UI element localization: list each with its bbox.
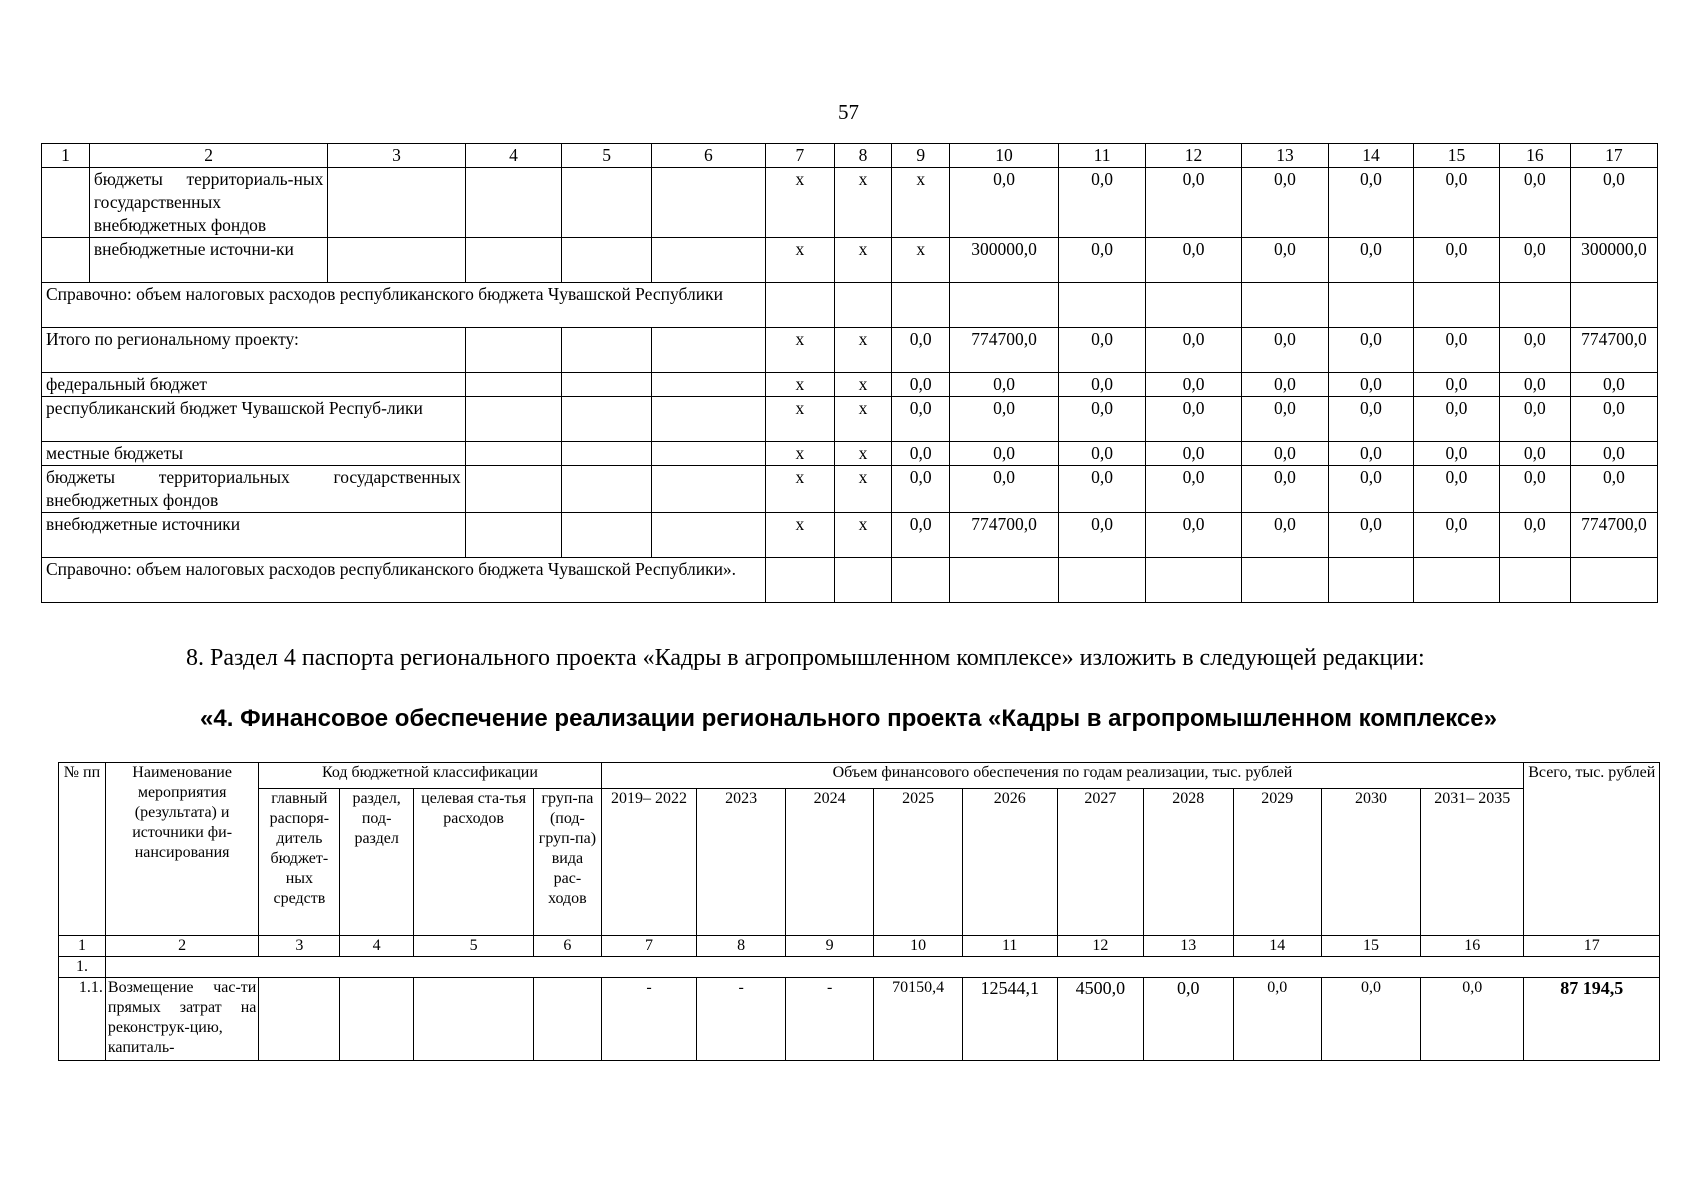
cell-value: х [834,466,892,513]
cell-value: 0,0 [950,397,1059,442]
cell-value: 0,0 [1499,442,1570,466]
cell-value: х [834,397,892,442]
column-number: 2 [89,144,327,168]
header-code-target: целевая ста-тья расходов [413,788,533,935]
cell-value: 0,0 [950,442,1059,466]
table-row [42,466,1658,513]
table-row [59,957,1660,978]
column-number: 17 [1524,936,1660,957]
cell-value: 12544,1 [962,978,1057,1061]
cell-value: х [834,373,892,397]
column-number: 10 [950,144,1059,168]
table-row [42,397,1658,442]
cell-value: 0,0 [1241,397,1328,442]
cell-value: - [697,978,785,1061]
cell-value: 0,0 [1421,978,1524,1061]
cell-value: 0,0 [1058,328,1145,373]
cell-value: 0,0 [1241,328,1328,373]
cell-value: х [766,168,835,238]
cell-value: 0,0 [1570,168,1657,238]
cell-value: 4500,0 [1057,978,1143,1061]
cell-value: 0,0 [1241,373,1328,397]
cell-value: 0,0 [1413,466,1499,513]
table-row [59,978,1660,1061]
column-number: 2 [105,936,258,957]
cell-value: х [766,513,835,558]
cell-value: х [766,442,835,466]
column-number: 13 [1241,144,1328,168]
cell-total: 87 194,5 [1524,978,1660,1061]
table-row [42,283,1658,328]
header-code-section: раздел, под-раздел [340,788,414,935]
column-number: 4 [465,144,562,168]
cell-value: 0,0 [1329,373,1414,397]
column-number: 6 [534,936,601,957]
table-row [42,442,1658,466]
cell-value: 0,0 [1058,466,1145,513]
cell-value: 0,0 [1058,168,1145,238]
row-number: 1.1. [59,978,106,1061]
column-number: 6 [651,144,765,168]
continuation-table [41,143,1658,603]
column-number: 11 [962,936,1057,957]
cell-value: х [766,397,835,442]
header-year: 2029 [1233,788,1321,935]
cell-value: х [834,168,892,238]
column-number: 8 [697,936,785,957]
cell-value: 0,0 [1570,397,1657,442]
row-label: бюджеты территориаль-ных государственных внебюджетных фондов [89,168,327,238]
column-number: 12 [1146,144,1242,168]
cell-value: 0,0 [1241,168,1328,238]
cell-value: 0,0 [1241,466,1328,513]
cell-value: 0,0 [1413,238,1499,283]
cell-value: 0,0 [1413,397,1499,442]
header-code: Код бюджетной классификации [259,763,601,789]
cell-value: 0,0 [1499,238,1570,283]
table-row [42,238,1658,283]
cell-value: 0,0 [1499,328,1570,373]
cell-value: 0,0 [1146,238,1242,283]
row-label: местные бюджеты [42,442,466,466]
header-year: 2024 [785,788,873,935]
column-number: 15 [1321,936,1420,957]
cell-value: 70150,4 [874,978,962,1061]
cell-value: 0,0 [1058,373,1145,397]
column-number: 5 [562,144,651,168]
cell-value: 0,0 [1499,466,1570,513]
cell-value: 300000,0 [1570,238,1657,283]
column-number: 5 [413,936,533,957]
cell-value: 0,0 [1146,328,1242,373]
header-year: 2026 [962,788,1057,935]
cell-value: 0,0 [1329,466,1414,513]
row-label: бюджеты территориальных государственных внебюджетных фондов [42,466,466,513]
cell-value: 0,0 [1499,513,1570,558]
cell-value: 0,0 [1143,978,1233,1061]
amendment-paragraph: 8. Раздел 4 паспорта регионального проекта «Кадры в агропромышленном комплексе» изложить в следующей редакции: [186,645,1425,671]
cell-value: 0,0 [1058,238,1145,283]
cell-value: х [766,466,835,513]
column-number: 1 [59,936,106,957]
row-label: внебюджетные источни-ки [89,238,327,283]
cell-value: 0,0 [1413,168,1499,238]
column-number: 12 [1057,936,1143,957]
cell-value: х [892,168,950,238]
table-row [42,558,1658,603]
cell-value: 300000,0 [950,238,1059,283]
header-year: 2025 [874,788,962,935]
cell-value: 0,0 [1329,397,1414,442]
cell-value: 0,0 [1058,442,1145,466]
cell-value: 0,0 [1570,466,1657,513]
cell-value: 0,0 [950,373,1059,397]
header-year: 2030 [1321,788,1420,935]
cell-value: 0,0 [1570,442,1657,466]
cell-value: 0,0 [1146,442,1242,466]
column-number: 15 [1413,144,1499,168]
column-number: 13 [1143,936,1233,957]
row-label: Справочно: объем налоговых расходов республиканского бюджета Чувашской Республики [42,283,766,328]
cell-value: х [892,238,950,283]
cell-value: - [785,978,873,1061]
header-row-1 [59,763,1660,789]
cell-value: 0,0 [1329,442,1414,466]
row-number: 1. [59,957,106,978]
cell-value: 0,0 [1413,328,1499,373]
header-volume: Объем финансового обеспечения по годам реализации, тыс. рублей [601,763,1524,789]
header-code-group: груп-па (под-груп-па) вида рас-ходов [534,788,601,935]
header-name: Наименование мероприятия (результата) и источники фи-нансирования [105,763,258,936]
column-numbers-row [42,144,1658,168]
cell-value: х [834,442,892,466]
cell-value: 774700,0 [1570,328,1657,373]
column-number: 10 [874,936,962,957]
cell-value: 0,0 [950,168,1059,238]
cell-value: 0,0 [1570,373,1657,397]
cell-value: 0,0 [1413,513,1499,558]
column-number: 7 [766,144,835,168]
cell-value: 0,0 [1146,168,1242,238]
cell-value: 0,0 [1241,238,1328,283]
cell-value: 0,0 [1058,513,1145,558]
cell-value: 0,0 [1146,397,1242,442]
cell-value: х [766,238,835,283]
cell-value: 0,0 [1233,978,1321,1061]
cell-value: 0,0 [1499,373,1570,397]
table-row [42,373,1658,397]
header-num: № пп [59,763,106,936]
cell-value: 0,0 [1241,442,1328,466]
cell-value: х [834,238,892,283]
cell-value: 0,0 [892,328,950,373]
column-number: 8 [834,144,892,168]
header-year: 2023 [697,788,785,935]
column-number: 16 [1499,144,1570,168]
table-row [42,513,1658,558]
section-title: «4. Финансовое обеспечение реализации регионального проекта «Кадры в агропромышленном комплексе» [200,705,1497,732]
column-number: 4 [340,936,414,957]
column-number: 1 [42,144,90,168]
header-total: Всего, тыс. рублей [1524,763,1660,936]
cell-value: 0,0 [892,442,950,466]
header-row-2 [59,788,1660,935]
header-year: 2028 [1143,788,1233,935]
table-row [42,328,1658,373]
column-number: 16 [1421,936,1524,957]
cell-value: 0,0 [1329,168,1414,238]
row-name: Возмещение час-ти прямых затрат на реконструк-цию, капиталь- [105,978,258,1061]
cell-value: 0,0 [1058,397,1145,442]
cell-value: 0,0 [1329,238,1414,283]
column-number: 3 [259,936,340,957]
column-number: 7 [601,936,697,957]
page-number: 57 [838,100,859,124]
cell-value: 0,0 [892,513,950,558]
column-number: 14 [1329,144,1414,168]
row-label: внебюджетные источники [42,513,466,558]
table-row [42,168,1658,238]
cell-value: 774700,0 [950,513,1059,558]
column-number: 17 [1570,144,1657,168]
cell-value: 0,0 [892,466,950,513]
cell-value: х [834,513,892,558]
header-code-grbs: главный распоря-дитель бюджет-ных средств [259,788,340,935]
header-year: 2027 [1057,788,1143,935]
column-number: 9 [785,936,873,957]
cell-value: 0,0 [1499,397,1570,442]
column-number: 11 [1058,144,1145,168]
financing-table [58,762,1660,1061]
cell-value: 0,0 [1146,373,1242,397]
column-number: 9 [892,144,950,168]
column-numbers-row [59,936,1660,957]
cell-value: х [766,373,835,397]
cell-value: 0,0 [892,373,950,397]
cell-value: 0,0 [1413,442,1499,466]
cell-value: 0,0 [1413,373,1499,397]
header-year: 2019– 2022 [601,788,697,935]
cell-value: 0,0 [1241,513,1328,558]
cell-value: 0,0 [892,397,950,442]
header-year: 2031– 2035 [1421,788,1524,935]
row-label: Итого по региональному проекту: [42,328,466,373]
cell-value: 0,0 [1146,513,1242,558]
cell-value: 0,0 [950,466,1059,513]
cell-value: х [834,328,892,373]
cell-value: х [766,328,835,373]
cell-value: 774700,0 [950,328,1059,373]
column-number: 3 [328,144,465,168]
cell-value: - [601,978,697,1061]
row-label: Справочно: объем налоговых расходов республиканского бюджета Чувашской Республики». [42,558,766,603]
column-number: 14 [1233,936,1321,957]
cell-value: 0,0 [1499,168,1570,238]
row-label: республиканский бюджет Чувашской Респуб-лики [42,397,466,442]
cell-value: 0,0 [1146,466,1242,513]
row-label: федеральный бюджет [42,373,466,397]
cell-value: 774700,0 [1570,513,1657,558]
cell-value: 0,0 [1321,978,1420,1061]
cell-value: 0,0 [1329,513,1414,558]
cell-value: 0,0 [1329,328,1414,373]
